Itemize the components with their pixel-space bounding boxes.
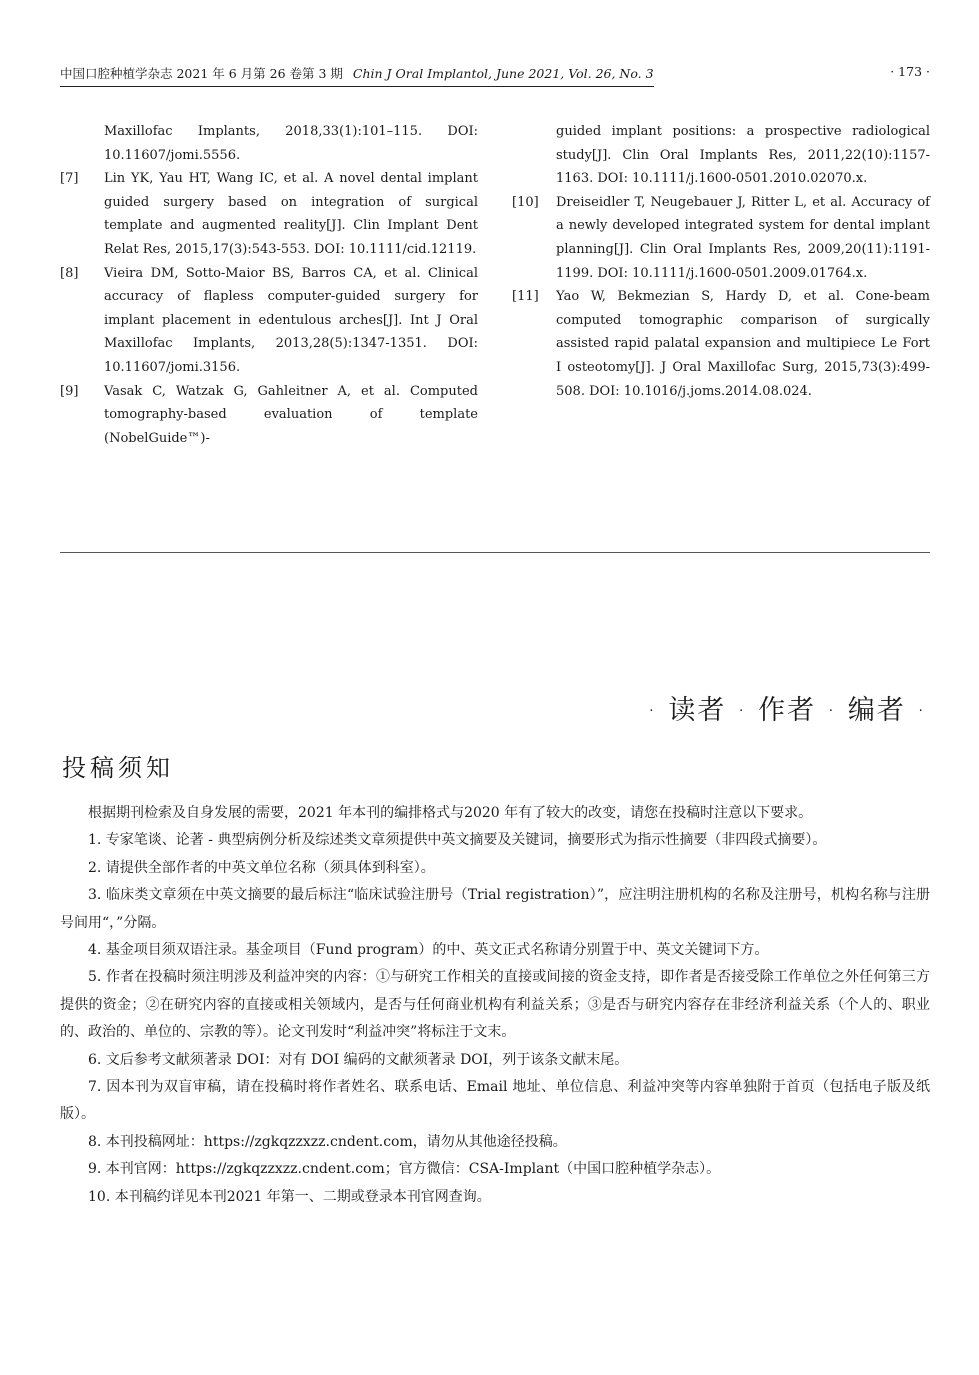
running-header (60, 64, 930, 86)
reference-item (512, 285, 930, 403)
section-title: 投稿须知 (62, 754, 174, 782)
notice-intro: 根据期刊检索及自身发展的需要，2021 年本刊的编排格式与2020 年有了较大的改变，请您在投稿时注意以下要求。 (88, 805, 813, 821)
notice-item-6: 6. 文后参考文献须著录 DOI：对有 DOI 编码的文献须著录 DOI，列于该条文献末尾。 (88, 1051, 629, 1068)
section-divider (60, 552, 930, 553)
reference-continuation: guided implant positions: a prospective radiological study[J]. Clin Oral Implants Res, 2011,22(10):1157-1163. DOI: 10.1111/j.1600-0501.2010.02070.x. (556, 124, 930, 187)
page-number: · 173 · (890, 64, 930, 79)
reference-number: [11] (512, 289, 539, 305)
reference-text: Lin YK, Yau HT, Wang IC, et al. A novel dental implant guided surgery based on integration of surgical template and augmented reality[J]. Clin Implant Dent Relat Res, 2015,17(3):543-553. DOI: 10.1111/cid.12119. (104, 171, 478, 257)
reference-text: Yao W, Bekmezian S, Hardy D, et al. Cone-beam computed tomographic comparison of surgically assisted rapid palatal expansion and multipiece Le Fort I osteotomy[J]. J Oral Maxillofac Surg, 2015,73(3):499-508. DOI: 10.1016/j.joms.2014.08.024. (556, 289, 930, 399)
reference-text: Dreiseidler T, Neugebauer J, Ritter L, et al. Accuracy of a newly developed integrated system for dental implant planning[J]. Clin Oral Implants Res, 2009,20(11):1191-1199. DOI: 10.1111/j.1600-0501.2009.01764.x. (556, 194, 930, 281)
notice-item-9: 9. 本刊官网：https://zgkqzzxzz.cndent.com；官方微信：CSA-Implant（中国口腔种植学杂志）。 (88, 1161, 721, 1178)
references-left-column (60, 120, 478, 450)
reference-number: [7] (60, 171, 79, 187)
reference-text: Vasak C, Watzak G, Gahleitner A, et al. Computed tomography-based evaluation of template (NobelGuide™)- (104, 383, 478, 446)
reference-number: [8] (60, 265, 79, 281)
notice-item-3: 3. 临床类文章须在中英文摘要的最后标注“临床试验注册号（Trial registration）”，应注明注册机构的名称及注册号，机构名称与注册号间用“，”分隔。 (60, 887, 930, 931)
reference-number: [9] (60, 383, 79, 399)
column-title: · 读者 · 作者 · 编者 · (647, 695, 927, 726)
reference-item (60, 167, 478, 261)
notice-item-1: 1. 专家笔谈、论著 - 典型病例分析及综述类文章须提供中英文摘要及关键词，摘要形式为指示性摘要（非四段式摘要）。 (88, 832, 827, 849)
reference-text: Vieira DM, Sotto-Maior BS, Barros CA, et al. Clinical accuracy of flapless computer-guided surgery for implant placement in edentulous arches[J]. Int J Oral Maxillofac Implants, 2013,28(5):1347-1351. DOI: 10.11607/jomi.3156. (104, 265, 478, 375)
notice-item-5: 5. 作者在投稿时须注明涉及利益冲突的内容：①与研究工作相关的直接或间接的资金支持，即作者是否接受除工作单位之外任何第三方提供的资金；②在研究内容的直接或相关领域内，是否与任何商业机构有利益关系；③是否与研究内容存在非经济利益关系（个人的、职业的、政治的、单位的、宗教的等）。论文刊发时“利益冲突”将标注于文末。 (60, 969, 930, 1041)
notice-item-8: 8. 本刊投稿网址：https://zgkqzzxzz.cndent.com，请勿从其他途径投稿。 (88, 1133, 567, 1150)
notice-item-7: 7. 因本刊为双盲审稿，请在投稿时将作者姓名、联系电话、Email 地址、单位信息、利益冲突等内容单独附于首页（包括电子版及纸版）。 (60, 1079, 930, 1123)
reference-item (60, 380, 478, 451)
submission-notice (60, 800, 930, 1211)
reference-item (512, 191, 930, 285)
notice-item-4: 4. 基金项目须双语注录。基金项目（Fund program）的中、英文正式名称请分别置于中、英文关键词下方。 (88, 942, 769, 959)
references-right-column (512, 120, 930, 403)
journal-citation (60, 64, 654, 87)
reference-item (60, 262, 478, 380)
journal-name-en: Chin J Oral Implantol, June 2021, Vol. 26, No. 3 (352, 66, 654, 81)
reference-number: [10] (512, 194, 539, 210)
notice-item-2: 2. 请提供全部作者的中英文单位名称（须具体到科室）。 (88, 859, 435, 876)
notice-item-10: 10. 本刊稿约详见本刊2021 年第一、二期或登录本刊官网查询。 (88, 1188, 491, 1205)
journal-name-cn: 中国口腔种植学杂志 2021 年 6 月第 26 卷第 3 期 (60, 66, 343, 81)
reference-continuation: Maxillofac Implants, 2018,33(1):101–115. DOI: 10.11607/jomi.5556. (104, 124, 478, 163)
